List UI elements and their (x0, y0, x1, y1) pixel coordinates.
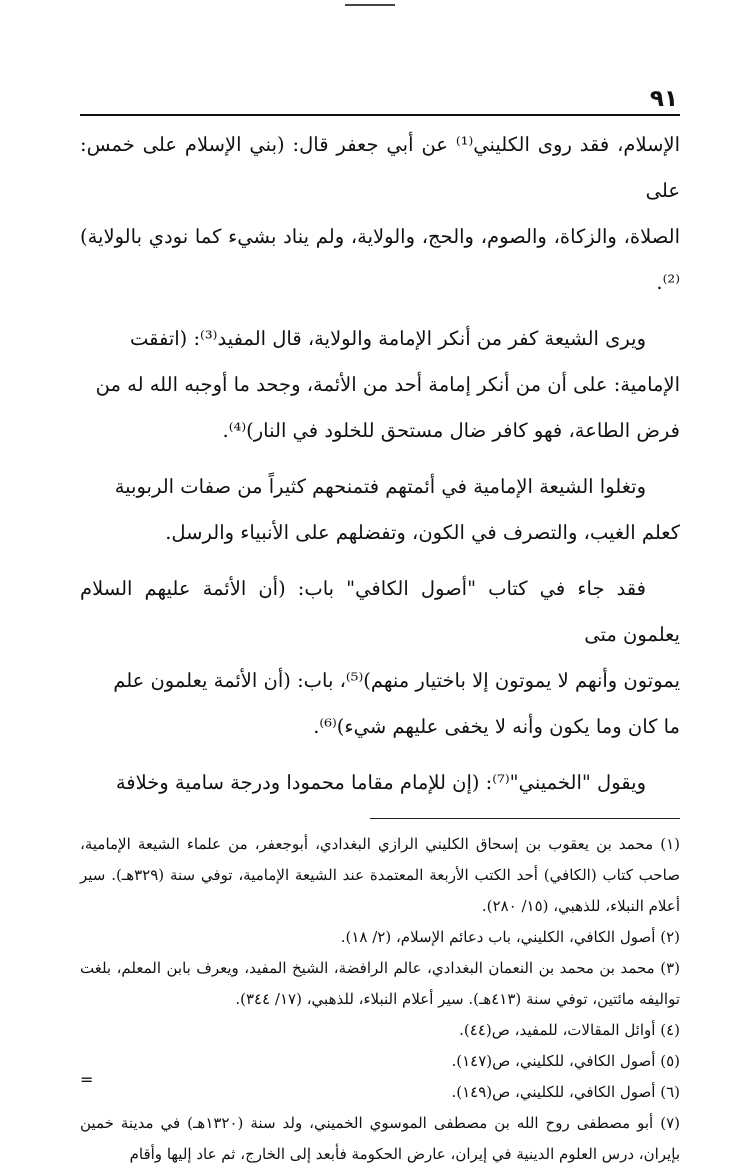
footnote-text: محمد بن يعقوب بن إسحاق الكليني الرازي البغدادي، أبوجعفر، من علماء الشيعة الإمامية، صاحب كتاب (الكافي) أحد الكتب الأربعة المعتمدة عند الشيعة الإمامية، توفي سنة (٣٢٩هـ). سير أعلام النبلاء، للذهبي، (١٥/ ٢٨٠). (80, 835, 680, 915)
paragraph-5 (80, 760, 680, 806)
text-line: الإسلام، فقد روى الكليني⁽¹⁾ عن أبي جعفر قال: (بني الإسلام على خمس: على (80, 133, 681, 202)
footnote-1 (80, 829, 680, 922)
footnote-number: (٧) (660, 1114, 680, 1132)
book-page (80, 84, 680, 1170)
text-line: ويرى الشيعة كفر من أنكر الإمامة والولاية، قال المفيد⁽³⁾: (اتفقت (129, 327, 646, 350)
footnote-6 (80, 1077, 680, 1108)
text-line: الإمامية: على أن من أنكر إمامة أحد من الأئمة، وجحد ما أوجبه الله له من (95, 373, 680, 396)
footnote-separator (370, 818, 680, 819)
footnote-4 (80, 1015, 680, 1046)
paragraph-3 (80, 464, 680, 556)
footnote-3 (80, 953, 680, 1015)
footnote-number: (٣) (660, 959, 680, 977)
text-line: كعلم الغيب، والتصرف في الكون، وتفضلهم على الأنبياء والرسل. (165, 521, 680, 544)
text-line: ما كان وما يكون وأنه لا يخفى عليهم شيء)⁽⁶⁾. (313, 715, 680, 738)
continuation-mark: = (80, 1070, 94, 1089)
footnote-text: أصول الكافي، للكليني، ص(١٤٧). (451, 1052, 656, 1070)
footnote-7 (80, 1108, 680, 1170)
header-rule (80, 114, 680, 116)
text-line: ويقول "الخميني"⁽⁷⁾: (إن للإمام مقاما محمودا ودرجة سامية وخلافة (115, 771, 646, 794)
footnote-number: (٤) (660, 1021, 680, 1039)
footnote-text: محمد بن محمد بن النعمان البغدادي، عالم الرافضة، الشيخ المفيد، ويعرف بابن المعلم، بلغت تواليفه مائتين، توفي سنة (٤١٣هـ). سير أعلام النبلاء، للذهبي، (١٧/ ٣٤٤). (80, 959, 680, 1008)
paragraph-2 (80, 316, 680, 454)
text-line: يموتون وأنهم لا يموتون إلا باختيار منهم)⁽⁵⁾، باب: (أن الأئمة يعلمون علم (113, 669, 680, 692)
paragraph-1 (80, 122, 680, 306)
footnote-text: أبو مصطفى روح الله بن مصطفى الموسوي الخميني، ولد سنة (١٣٢٠هـ) في مدينة خمين بإيران، درس العلوم الدينية في إيران، عارض الحكومة فأبعد إلى الخارج، ثم عاد إليها وأقام (80, 1114, 680, 1163)
footnote-text: أصول الكافي، الكليني، باب دعائم الإسلام، (٢/ ١٨). (340, 928, 656, 946)
footnote-text: أوائل المقالات، للمفيد، ص(٤٤). (459, 1021, 656, 1039)
top-decoration (345, 4, 395, 6)
text-line: وتغلوا الشيعة الإمامية في أئمتهم فتمنحهم كثيراً من صفات الربوبية (114, 475, 646, 498)
text-line: الصلاة، والزكاة، والصوم، والحج، والولاية، ولم يناد بشيء كما نودي بالولاية)⁽²⁾. (80, 225, 680, 294)
footnotes (80, 829, 680, 1170)
footnote-number: (٢) (660, 928, 680, 946)
footnote-number: (٦) (660, 1083, 680, 1101)
text-line: فقد جاء في كتاب "أصول الكافي" باب: (أن الأئمة عليهم السلام يعلمون متى (80, 577, 680, 646)
footnote-number: (١) (660, 835, 680, 853)
footnote-5 (80, 1046, 680, 1077)
page-number: ٩١ (649, 86, 678, 112)
footnote-number: (٥) (660, 1052, 680, 1070)
footnote-2 (80, 922, 680, 953)
paragraph-4 (80, 566, 680, 750)
footnote-text: أصول الكافي، للكليني، ص(١٤٩). (451, 1083, 656, 1101)
text-line: فرض الطاعة، فهو كافر ضال مستحق للخلود في النار)⁽⁴⁾. (222, 419, 680, 442)
main-text (80, 122, 680, 806)
